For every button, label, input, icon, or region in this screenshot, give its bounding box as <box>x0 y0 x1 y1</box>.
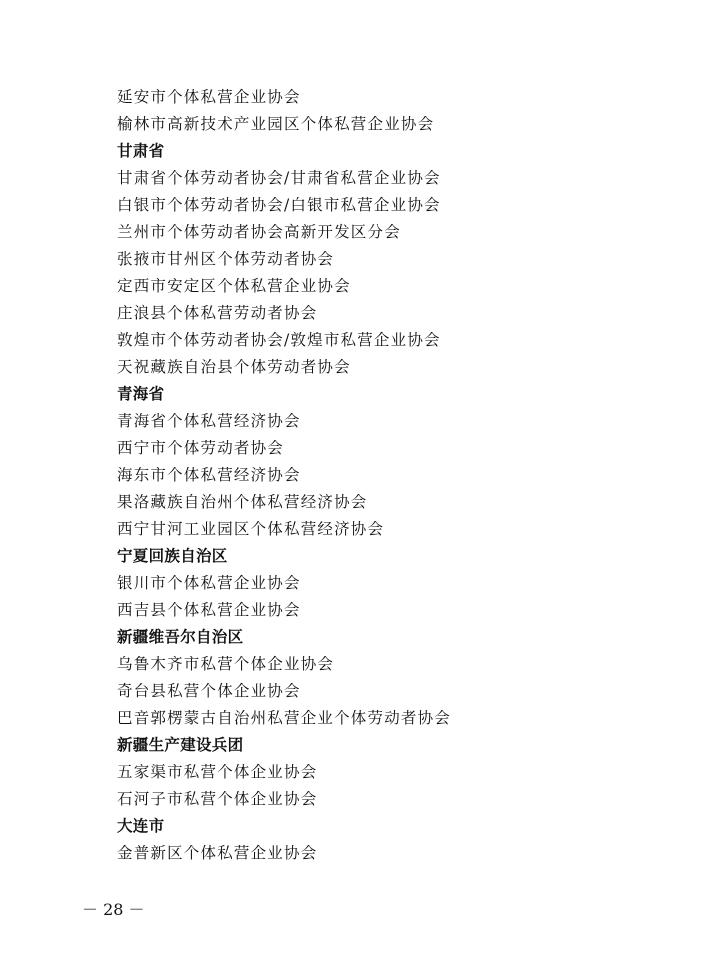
association-item: 西吉县个体私营企业协会 <box>117 601 301 619</box>
province-heading: 青海省 <box>117 385 165 403</box>
association-item: 乌鲁木齐市私营个体企业协会 <box>117 655 335 673</box>
province-heading: 大连市 <box>117 817 165 835</box>
association-item: 兰州市个体劳动者协会高新开发区分会 <box>117 223 401 241</box>
province-heading: 宁夏回族自治区 <box>117 547 228 565</box>
association-item: 庄浪县个体私营劳动者协会 <box>117 304 318 322</box>
province-section <box>117 624 697 732</box>
association-item: 榆林市高新技术产业园区个体私营企业协会 <box>117 115 435 133</box>
association-item: 海东市个体私营经济协会 <box>117 466 301 484</box>
association-item: 敦煌市个体劳动者协会/敦煌市私营企业协会 <box>117 331 441 349</box>
province-section <box>117 84 697 138</box>
province-section <box>117 543 697 624</box>
association-item: 延安市个体私营企业协会 <box>117 88 301 106</box>
province-section <box>117 381 697 543</box>
association-item: 石河子市私营个体企业协会 <box>117 790 318 808</box>
province-section <box>117 732 697 813</box>
province-heading: 甘肃省 <box>117 142 165 160</box>
association-item: 果洛藏族自治州个体私营经济协会 <box>117 493 368 511</box>
association-item: 五家渠市私营个体企业协会 <box>117 763 318 781</box>
province-heading: 新疆维吾尔自治区 <box>117 628 244 646</box>
page-number: － 28 － <box>82 900 145 919</box>
province-section <box>117 813 697 867</box>
association-item: 张掖市甘州区个体劳动者协会 <box>117 250 335 268</box>
association-item: 青海省个体私营经济协会 <box>117 412 301 430</box>
association-item: 甘肃省个体劳动者协会/甘肃省私营企业协会 <box>117 169 441 187</box>
association-item: 天祝藏族自治县个体劳动者协会 <box>117 358 351 376</box>
association-list <box>117 84 697 867</box>
association-item: 金普新区个体私营企业协会 <box>117 844 318 862</box>
association-item: 奇台县私营个体企业协会 <box>117 682 301 700</box>
association-item: 西宁市个体劳动者协会 <box>117 439 285 457</box>
association-item: 银川市个体私营企业协会 <box>117 574 301 592</box>
province-heading: 新疆生产建设兵团 <box>117 736 244 754</box>
association-item: 西宁甘河工业园区个体私营经济协会 <box>117 520 385 538</box>
association-item: 定西市安定区个体私营企业协会 <box>117 277 351 295</box>
association-item: 巴音郭楞蒙古自治州私营企业个体劳动者协会 <box>117 709 452 727</box>
association-item: 白银市个体劳动者协会/白银市私营企业协会 <box>117 196 441 214</box>
province-section <box>117 138 697 381</box>
